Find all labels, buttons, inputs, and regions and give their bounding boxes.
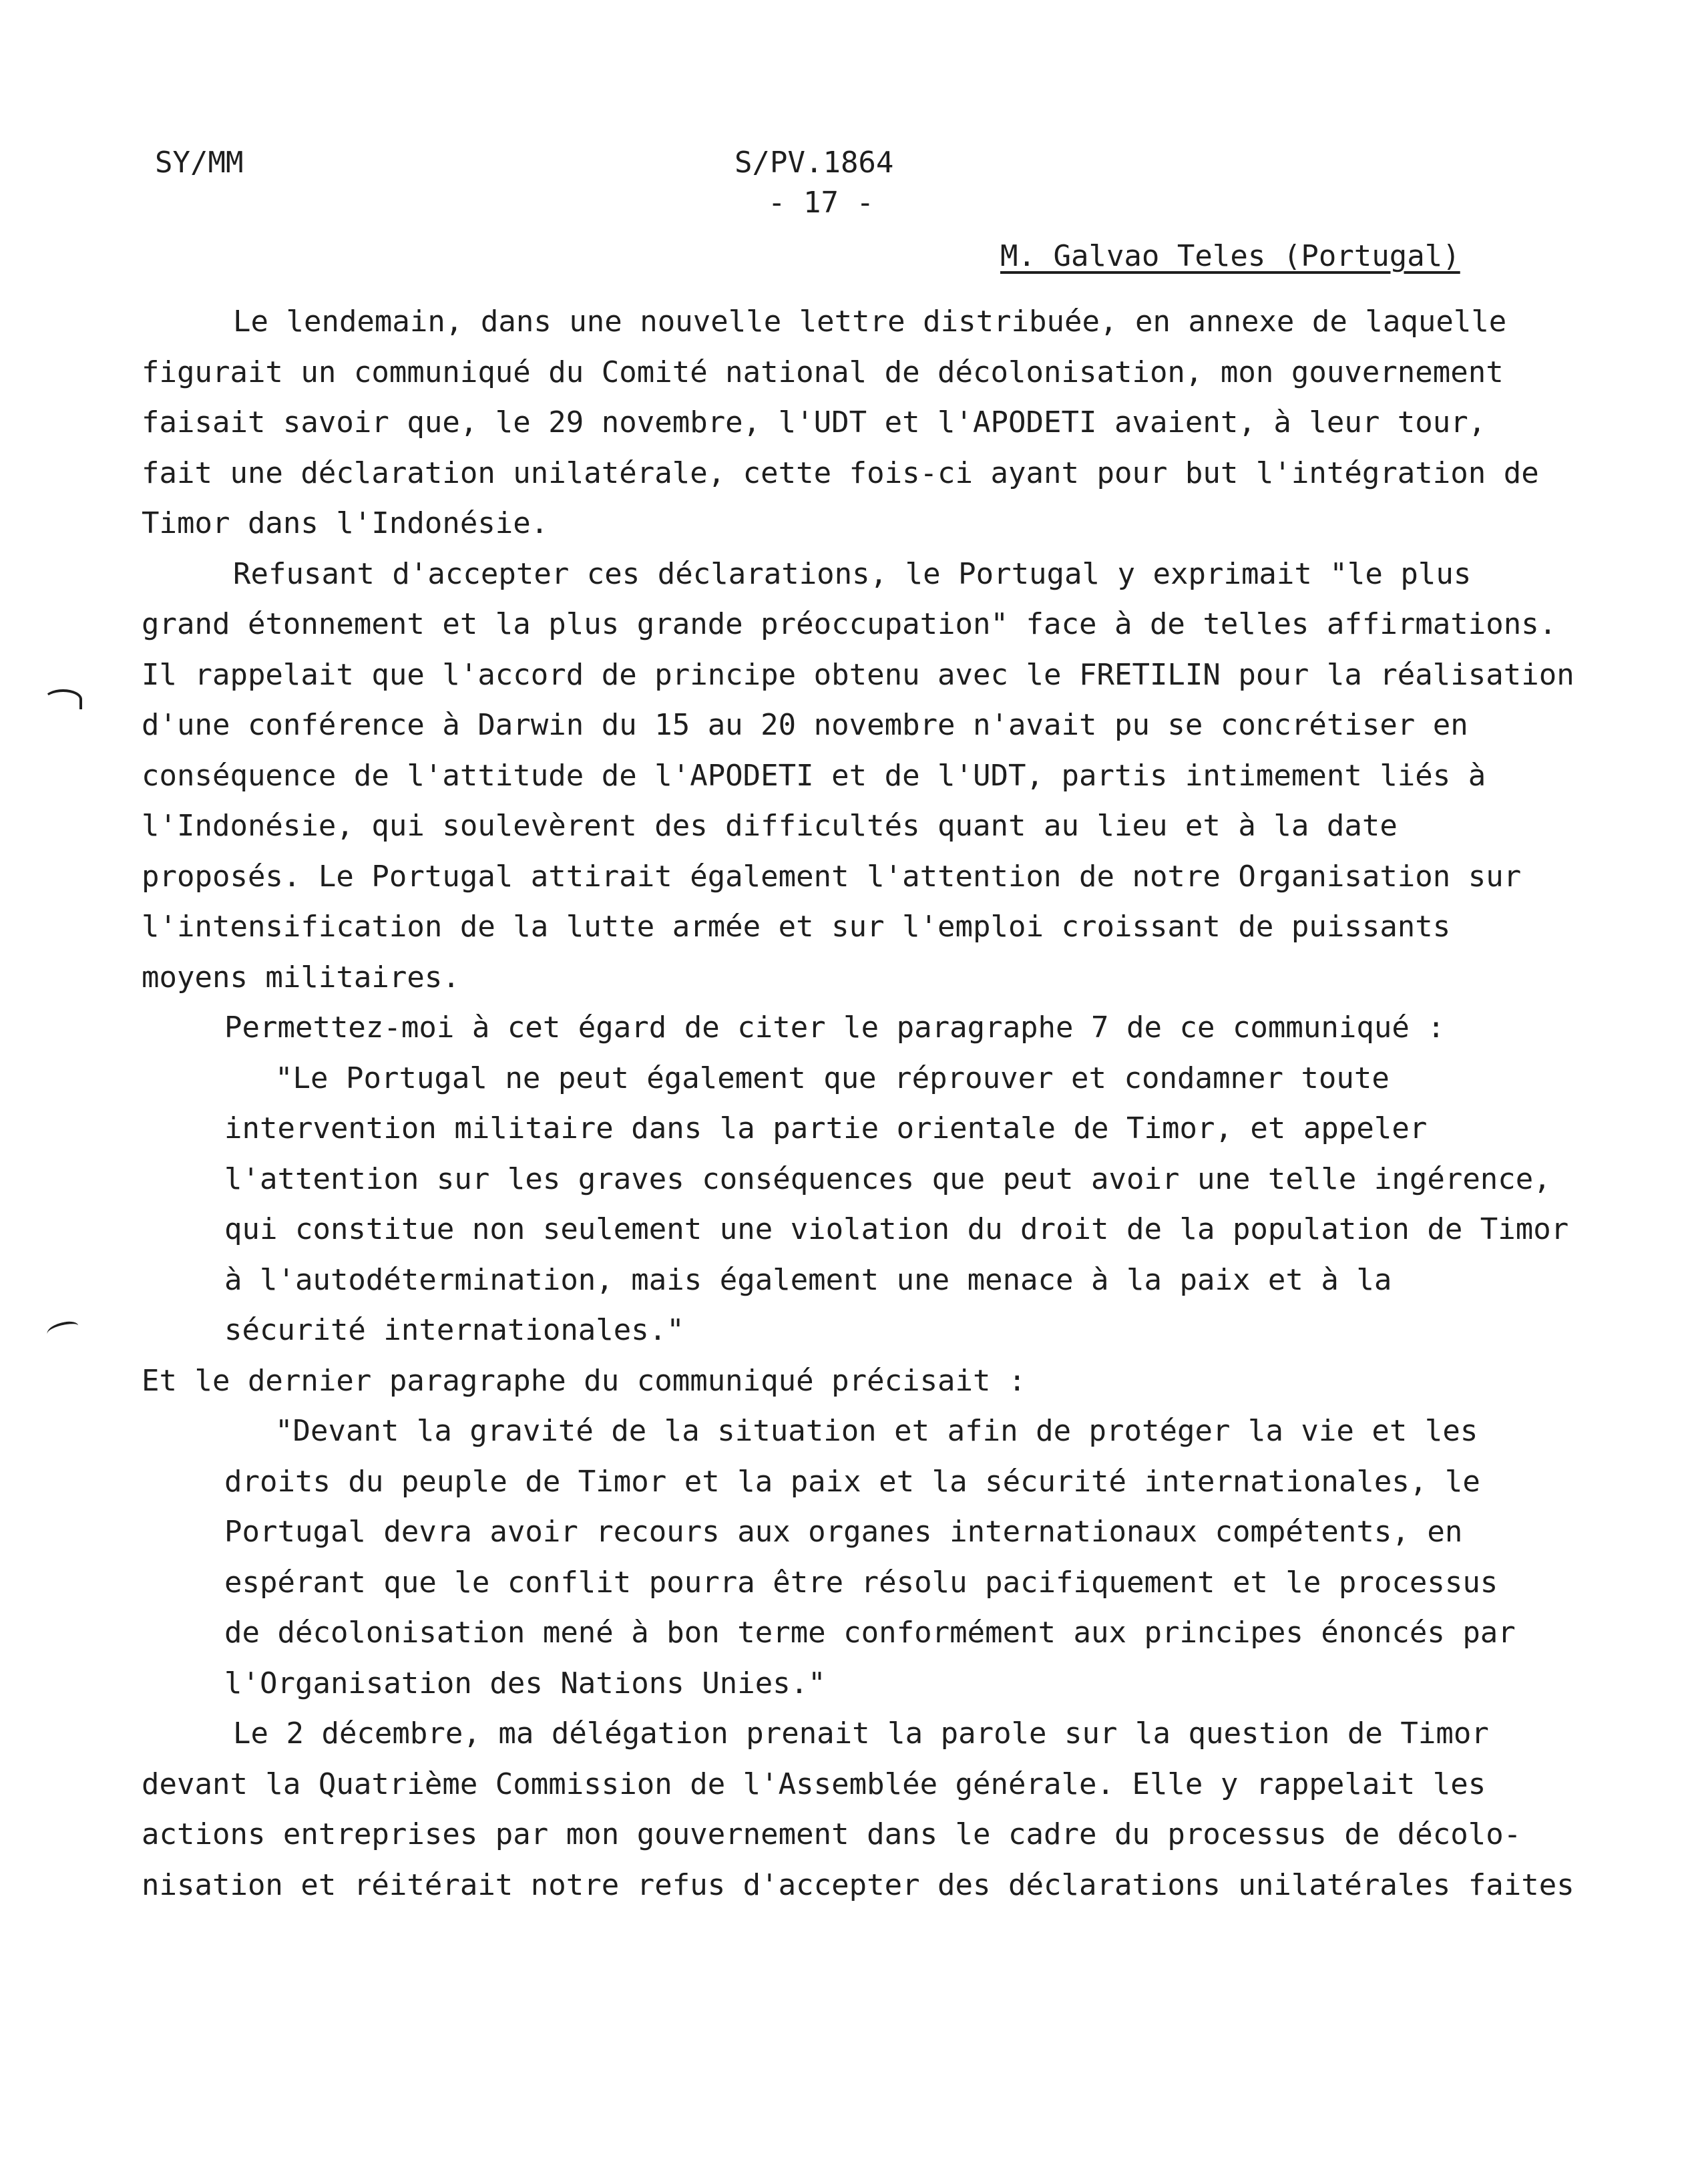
text-line: actions entreprises par mon gouvernement dans le cadre du processus de décolo- xyxy=(142,1817,1522,1851)
quote-line: "Devant la gravité de la situation et afin de protéger la vie et les xyxy=(275,1414,1478,1448)
quote-line: à l'autodétermination, mais également une menace à la paix et à la xyxy=(224,1262,1392,1297)
text-line: l'Indonésie, qui soulevèrent des difficultés quant au lieu et à la date xyxy=(142,809,1398,843)
quote-line: de décolonisation mené à bon terme conformément aux principes énoncés par xyxy=(224,1616,1516,1650)
speaker-name: M. Galvao Teles (Portugal) xyxy=(1000,239,1460,273)
text-line: Le 2 décembre, ma délégation prenait la parole sur la question de Timor xyxy=(233,1716,1489,1751)
quote-line: espérant que le conflit pourra être résolu pacifiquement et le processus xyxy=(224,1565,1498,1600)
quotation-2 xyxy=(142,1406,1544,1708)
text-line: l'intensification de la lutte armée et sur l'emploi croissant de puissants xyxy=(142,910,1451,944)
paragraph-3 xyxy=(142,1003,1544,1053)
paragraph-1 xyxy=(142,297,1544,549)
text-line: Permettez-moi à cet égard de citer le paragraphe 7 de ce communiqué : xyxy=(224,1011,1445,1045)
text-line: Et le dernier paragraphe du communiqué précisait : xyxy=(142,1363,1026,1398)
text-line: Il rappelait que l'accord de principe obtenu avec le FRETILIN pour la réalisation xyxy=(142,657,1574,692)
text-line: conséquence de l'attitude de l'APODETI et de l'UDT, partis intimement liés à xyxy=(142,758,1486,793)
quote-line: Portugal devra avoir recours aux organes internationaux compétents, en xyxy=(224,1515,1463,1549)
quote-line: droits du peuple de Timor et la paix et la sécurité internationales, le xyxy=(224,1464,1480,1499)
margin-mark xyxy=(45,1320,79,1340)
paragraph-2 xyxy=(142,549,1574,1003)
text-line: Le lendemain, dans une nouvelle lettre distribuée, en annexe de laquelle xyxy=(233,305,1507,339)
text-line: figurait un communiqué du Comité national de décolonisation, mon gouvernement xyxy=(142,355,1504,389)
quote-line: l'Organisation des Nations Unies." xyxy=(224,1666,826,1700)
text-line: faisait savoir que, le 29 novembre, l'UDT et l'APODETI avaient, à leur tour, xyxy=(142,405,1486,439)
text-line: d'une conférence à Darwin du 15 au 20 novembre n'avait pu se concrétiser en xyxy=(142,708,1468,742)
page-number: - 17 - xyxy=(768,186,874,220)
margin-mark xyxy=(44,689,82,709)
paragraph-5 xyxy=(142,1708,1574,1910)
text-line: fait une déclaration unilatérale, cette fois-ci ayant pour but l'intégration de xyxy=(142,456,1539,490)
text-line: nisation et réitérait notre refus d'accepter des déclarations unilatérales faites xyxy=(142,1867,1574,1902)
text-line: Refusant d'accepter ces déclarations, le Portugal y exprimait "le plus xyxy=(233,556,1472,591)
paragraph-4 xyxy=(142,1356,1544,1407)
quote-line: qui constitue non seulement une violation du droit de la population de Timor xyxy=(224,1212,1569,1246)
quote-line: "Le Portugal ne peut également que réprouver et condamner toute xyxy=(275,1061,1390,1095)
text-line: devant la Quatrième Commission de l'Assemblée générale. Elle y rappelait les xyxy=(142,1767,1486,1801)
quotation-1 xyxy=(142,1053,1569,1356)
text-line: proposés. Le Portugal attirait également l'attention de notre Organisation sur xyxy=(142,859,1522,894)
quote-line: l'attention sur les graves conséquences que peut avoir une telle ingérence, xyxy=(224,1161,1551,1196)
document-body xyxy=(142,297,1574,1910)
quote-line: sécurité internationales." xyxy=(224,1313,684,1347)
text-line: Timor dans l'Indonésie. xyxy=(142,506,549,540)
text-line: grand étonnement et la plus grande préoccupation" face à de telles affirmations. xyxy=(142,607,1557,641)
text-line: moyens militaires. xyxy=(142,960,460,994)
quote-line: intervention militaire dans la partie orientale de Timor, et appeler xyxy=(224,1111,1428,1145)
reference-initials: SY/MM xyxy=(155,146,244,180)
document-symbol: S/PV.1864 xyxy=(734,146,894,180)
